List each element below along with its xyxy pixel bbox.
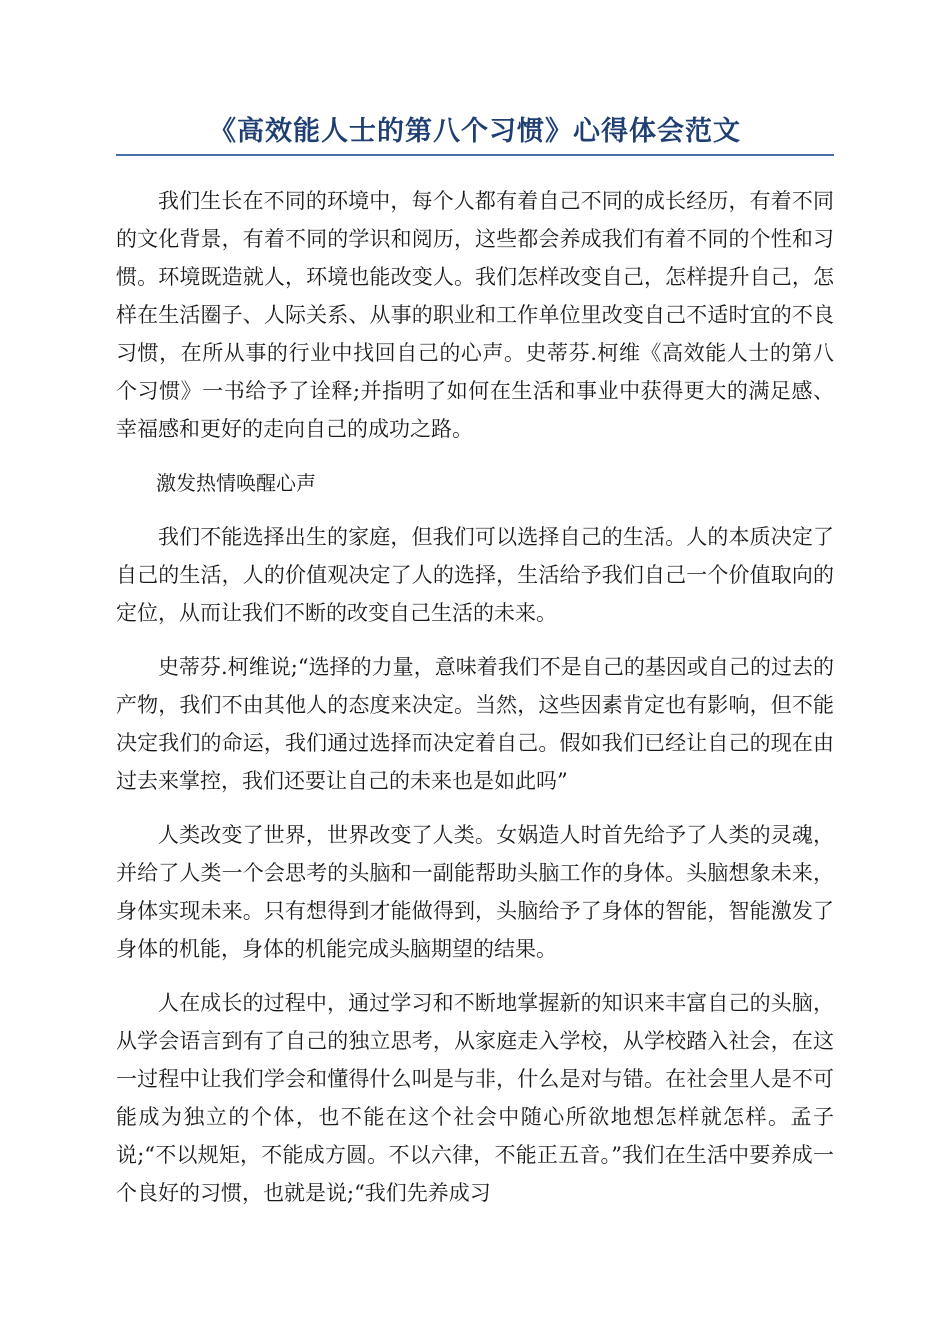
paragraph-humanity: 人类改变了世界，世界改变了人类。女娲造人时首先给予了人类的灵魂，并给了人类一个会思考的头脑和一副能帮助头脑工作的身体。头脑想象未来，身体实现未来。只有想得到才能做得到，头脑给予了身体的智能，智能激发了身体的机能，身体的机能完成头脑期望的结果。 [116,823,834,961]
paragraph-growth: 人在成长的过程中，通过学习和不断地掌握新的知识来丰富自己的头脑，从学会语言到有了自己的独立思考，从家庭走入学校，从学校踏入社会，在这一过程中让我们学会和懂得什么叫是与非，什么是对与错。在社会里人是不可能成为独立的个体，也不能在这个社会中随心所欲地想怎样就怎样。孟子说;“不以规矩，不能成方圆。不以六律，不能正五音。”我们在生活中要养成一个良好的习惯，也就是说;“我们先养成习 [116,991,834,1205]
paragraph-choice: 我们不能选择出生的家庭，但我们可以选择自己的生活。人的本质决定了自己的生活，人的价值观决定了人的选择，生活给予我们自己一个价值取向的定位，从而让我们不断的改变自己生活的未来。 [116,525,834,625]
paragraph-intro: 我们生长在不同的环境中，每个人都有着自己不同的成长经历，有着不同的文化背景，有着不同的学识和阅历，这些都会养成我们有着不同的个性和习惯。环境既造就人，环境也能改变人。我们怎样改变自己，怎样提升自己，怎样在生活圈子、人际关系、从事的职业和工作单位里改变自己不适时宜的不良习惯，在所从事的行业中找回自己的心声。史蒂芬.柯维《高效能人士的第八个习惯》一书给予了诠释;并指明了如何在生活和事业中获得更大的满足感、幸福感和更好的走向自己的成功之路。 [116,189,834,441]
section-heading: 激发热情唤醒心声 [156,471,316,495]
document-page [116,112,834,1228]
paragraph-quote-covey: 史蒂芬.柯维说;“选择的力量，意味着我们不是自己的基因或自己的过去的产物，我们不由其他人的态度来决定。当然，这些因素肯定也有影响，但不能决定我们的命运，我们通过选择而决定着自己。假如我们已经让自己的现在由过去来掌控，我们还要让自己的未来也是如此吗” [116,655,834,793]
document-body [116,182,834,1212]
document-title: 《高效能人士的第八个习惯》心得体会范文 [116,112,834,156]
